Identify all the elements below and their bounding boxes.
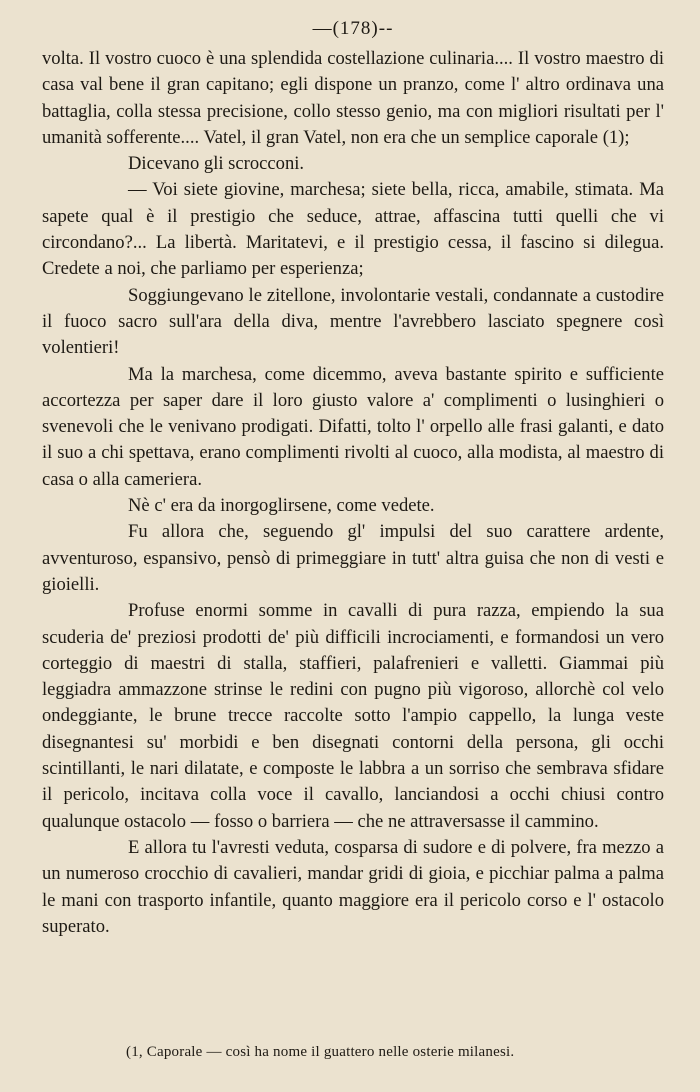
- body-text: [42, 46, 664, 940]
- footnote: (1, Caporale — così ha nome il guattero nelle osterie milanesi.: [126, 1044, 515, 1060]
- page-number-header: —(178)--: [312, 18, 394, 39]
- paragraph-5: Ma la marchesa, come dicemmo, aveva bastante spirito e sufficiente accortezza per saper dare il loro giusto valore a' complimenti o lusinghieri o svenevoli che le venivano prodigati. Difatti, tolto l' orpello alle frasi galanti, e dato il suo a chi spettava, erano complimenti rivolti al cuoco, alla modista, al maestro di casa o alla cameriera.: [42, 363, 664, 490]
- paragraph-3: — Voi siete giovine, marchesa; siete bella, ricca, amabile, stimata. Ma sapete qual è il prestigio che seduce, attrae, affascina tutti quelli che vi circondano?... La libertà. Maritatevi, e il prestigio cessa, il fascino si dilegua. Credete a noi, che parliamo per esperienza;: [42, 179, 664, 280]
- paragraph-2: Dicevano gli scrocconi.: [128, 153, 305, 175]
- paragraph-7: Fu allora che, seguendo gl' impulsi del suo carattere ardente, avventuroso, espansivo, pensò di primeggiare in tutt' altra guisa che non di vesti e gioielli.: [42, 521, 664, 595]
- paragraph-1: volta. Il vostro cuoco è una splendida costellazione culinaria.... Il vostro maestro di casa val bene il gran capitano; egli dispone un pranzo, come l' altro ordinava una battaglia, colla stessa precisione, collo stesso genio, ma con migliori risultati per l' umanità sofferente.... Vatel, il gran Vatel, non era che un semplice caporale (1);: [42, 48, 664, 148]
- paragraph-9: E allora tu l'avresti veduta, cosparsa di sudore e di polvere, fra mezzo a un numeroso crocchio di cavalieri, mandar gridi di gioia, e picchiar palma a palma le mani con trasporto infantile, quanto maggiore era il pericolo corso e l' ostacolo superato.: [42, 836, 664, 937]
- paragraph-6: Nè c' era da inorgoglirsene, come vedete.: [128, 495, 435, 517]
- paragraph-4: Soggiungevano le zitellone, involontarie vestali, condannate a custodire il fuoco sacro sull'ara della diva, mentre l'avrebbero lasciato spegnere così volentieri!: [42, 284, 664, 359]
- paragraph-8: Profuse enormi somme in cavalli di pura razza, empiendo la sua scuderia de' preziosi prodotti de' più difficili incrociamenti, e formandosi un vero corteggio di maestri di stalla, staffieri, palafrenieri e valletti. Giammai più leggiadra ammazzone strinse le redini con pugno più vigoroso, allorchè col velo ondeggiante, le brune trecce raccolte sotto l'ampio cappello, la lunga veste disegnantesi su' morbidi e ben disegnati contorni della persona, gli occhi scintillanti, le nari dilatate, e composte le labbra a un sorriso che sembrava sfidare il pericolo, incitava colla voce il cavallo, lanciandosi a occhi chiusi contro qualunque ostacolo — fosso o barriera — che ne attraversasse il cammino.: [42, 600, 664, 832]
